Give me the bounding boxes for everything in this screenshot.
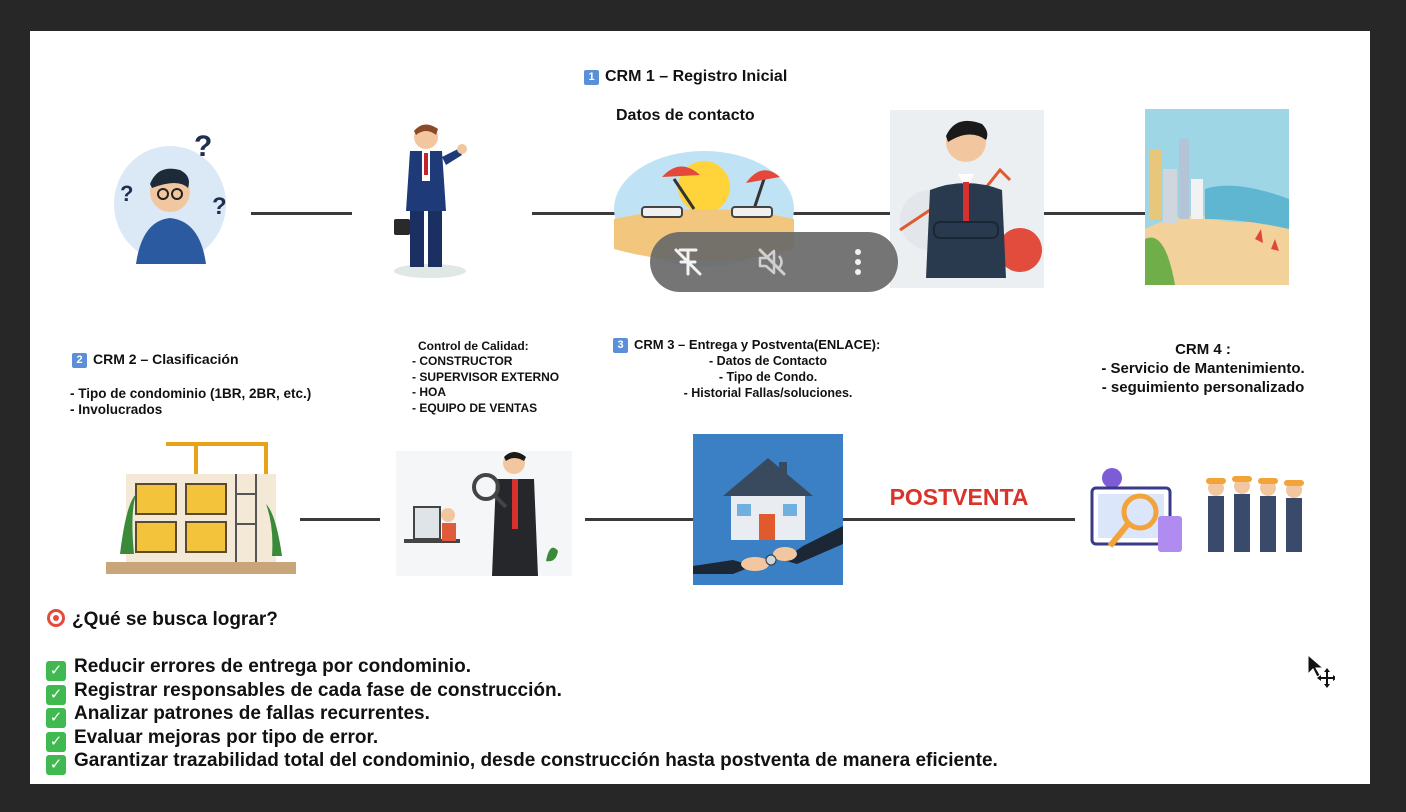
crm3-title — [613, 337, 880, 353]
businessman-thumbs-up-illustration — [380, 119, 480, 281]
checkmark-icon: ✓ — [46, 661, 66, 681]
maintenance-team-illustration — [1088, 466, 1320, 558]
move-cursor-icon — [1305, 654, 1335, 688]
connector-line — [300, 518, 380, 521]
checkmark-icon: ✓ — [46, 708, 66, 728]
crm1-title — [584, 68, 787, 86]
goal-item — [46, 726, 998, 750]
presentation-slide — [30, 31, 1370, 784]
goal-item — [46, 655, 998, 679]
postventa-label: POSTVENTA — [889, 484, 1029, 510]
goal-text: Reducir errores de entrega por condominio. — [74, 656, 471, 677]
checkmark-icon: ✓ — [46, 755, 66, 775]
svg-text:?: ? — [194, 130, 213, 163]
goal-item — [46, 749, 998, 773]
crm3-title-text: CRM 3 – Entrega y Postventa(ENLACE): — [634, 337, 881, 352]
connector-line — [843, 518, 1075, 521]
video-overlay-controls — [650, 232, 898, 292]
crm1-title-text: CRM 1 – Registro Inicial — [605, 68, 788, 85]
connector-line — [1044, 212, 1145, 215]
quality-inspector-illustration — [396, 451, 572, 576]
goal-item — [46, 679, 998, 703]
connector-line — [251, 212, 352, 215]
coastal-city-poster-illustration — [1145, 109, 1289, 285]
quality-control-items: - CONSTRUCTOR - SUPERVISOR EXTERNO - HOA - EQUIPO DE VENTAS — [412, 354, 560, 415]
target-icon — [46, 608, 66, 628]
goals-heading-text: ¿Qué se busca lograr? — [72, 609, 278, 630]
goals-heading — [46, 608, 278, 631]
goal-item — [46, 702, 998, 726]
quality-control-title: Control de Calidad: — [418, 339, 529, 353]
goals-list — [46, 655, 998, 773]
unpin-icon[interactable] — [668, 242, 708, 282]
mute-icon[interactable] — [752, 242, 792, 282]
crm2-title-text: CRM 2 – Clasificación — [93, 351, 239, 367]
goal-text: Garantizar trazabilidad total del condominio, desde construcción hasta postventa de manera eficiente. — [74, 750, 998, 771]
checkmark-icon: ✓ — [46, 685, 66, 705]
confused-person-illustration — [108, 126, 234, 266]
goal-text: Analizar patrones de fallas recurrentes. — [74, 703, 430, 724]
connector-line — [792, 212, 890, 215]
crm2-badge: 2 — [72, 353, 87, 368]
crm2-title — [72, 351, 239, 368]
goal-text: Registrar responsables de cada fase de construcción. — [74, 679, 562, 701]
connector-line — [585, 518, 693, 521]
crm3-body: - Datos de Contacto - Tipo de Condo. - Historial Fallas/soluciones. — [683, 354, 853, 400]
svg-text:?: ? — [212, 193, 227, 220]
crm2-body: - Tipo de condominio (1BR, 2BR, etc.) - Involucrados — [70, 386, 312, 417]
crm1-subtitle: Datos de contacto — [616, 107, 755, 124]
crm4-title: CRM 4 : — [1175, 341, 1231, 358]
connector-line — [532, 212, 618, 215]
crm4-body: - Servicio de Mantenimiento. - seguimiento personalizado — [1101, 360, 1305, 396]
construction-site-illustration — [106, 434, 296, 576]
svg-text:?: ? — [120, 181, 134, 206]
checkmark-icon: ✓ — [46, 732, 66, 752]
crm3-badge: 3 — [613, 338, 628, 353]
more-options-icon[interactable] — [838, 242, 878, 282]
confident-businessman-illustration — [890, 110, 1044, 288]
goal-text: Evaluar mejoras por tipo de error. — [74, 726, 379, 748]
crm1-badge: 1 — [584, 70, 599, 85]
house-key-handover-illustration — [693, 434, 843, 585]
